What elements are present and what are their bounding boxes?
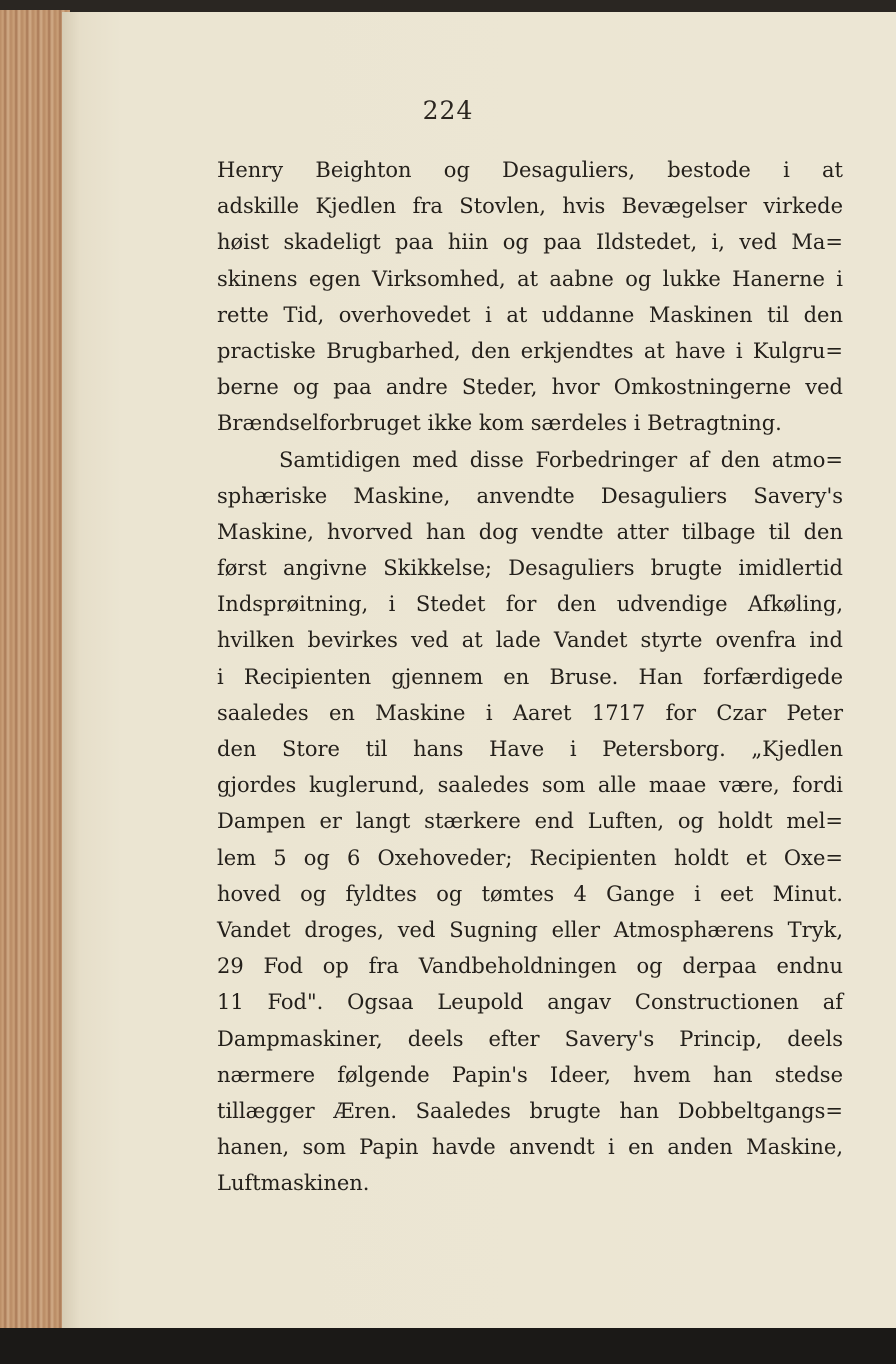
- text-line: Indsprøitning, i Stedet for den udvendige Afkøling,: [217, 592, 843, 617]
- text-line: practiske Brugbarhed, den erkjendtes at have i Kulgru=: [217, 338, 843, 363]
- text-line: høist skadeligt paa hiin og paa Ildstedet, i, ved Ma=: [217, 230, 843, 255]
- text-line: hanen, som Papin havde anvendt i en anden Maskine,: [217, 1135, 843, 1160]
- text-line: rette Tid, overhovedet i at uddanne Maskinen til den: [217, 302, 843, 327]
- text-line: 11 Fod". Ogsaa Leupold angav Constructionen af: [217, 990, 843, 1015]
- text-line: hvilken bevirkes ved at lade Vandet styrte ovenfra ind: [217, 628, 843, 653]
- text-line: hoved og fyldtes og tømtes 4 Gange i eet Minut.: [217, 881, 843, 906]
- text-line: Dampen er langt stærkere end Luften, og holdt mel=: [217, 809, 843, 834]
- text-line: Brændselforbruget ikke kom særdeles i Betragtning.: [217, 411, 782, 436]
- text-line: Luftmaskinen.: [217, 1171, 370, 1196]
- text-line: den Store til hans Have i Petersborg. „Kjedlen: [217, 737, 843, 761]
- text-line: Vandet droges, ved Sugning eller Atmosphærens Tryk,: [217, 917, 843, 942]
- text-line: adskille Kjedlen fra Stovlen, hvis Bevægelser virkede: [217, 194, 843, 219]
- text-line: først angivne Skikkelse; Desaguliers brugte imidlertid: [217, 556, 843, 581]
- text-line: gjordes kuglerund, saaledes som alle maae være, fordi: [217, 773, 843, 798]
- bottom-edge: [0, 1328, 896, 1364]
- text-line: saaledes en Maskine i Aaret 1717 for Czar Peter: [217, 700, 843, 725]
- text-line: Henry Beighton og Desaguliers, bestode i at: [217, 158, 843, 182]
- body-text: [217, 152, 843, 1201]
- text-line: Samtidigen med disse Forbedringer af den atmo=: [279, 447, 843, 472]
- text-line: 29 Fod op fra Vandbeholdningen og derpaa endnu: [217, 954, 843, 979]
- page-number: 224: [422, 96, 474, 125]
- text-line: Dampmaskiner, deels efter Savery's Princip, deels: [217, 1026, 843, 1051]
- text-line: lem 5 og 6 Oxehoveder; Recipienten holdt et Oxe=: [217, 845, 843, 870]
- page-stack-edge: [0, 10, 70, 1332]
- text-line: berne og paa andre Steder, hvor Omkostningerne ved: [217, 375, 843, 400]
- text-line: Maskine, hvorved han dog vendte atter tilbage til den: [217, 519, 843, 544]
- text-line: nærmere følgende Papin's Ideer, hvem han stedse: [217, 1062, 843, 1087]
- text-line: i Recipienten gjennem en Bruse. Han forfærdigede: [217, 664, 843, 689]
- text-line: skinens egen Virksomhed, at aabne og lukke Hanerne i: [217, 266, 843, 291]
- text-line: tillægger Æren. Saaledes brugte han Dobbeltgangs=: [217, 1098, 843, 1123]
- text-line: sphæriske Maskine, anvendte Desaguliers Savery's: [217, 483, 843, 508]
